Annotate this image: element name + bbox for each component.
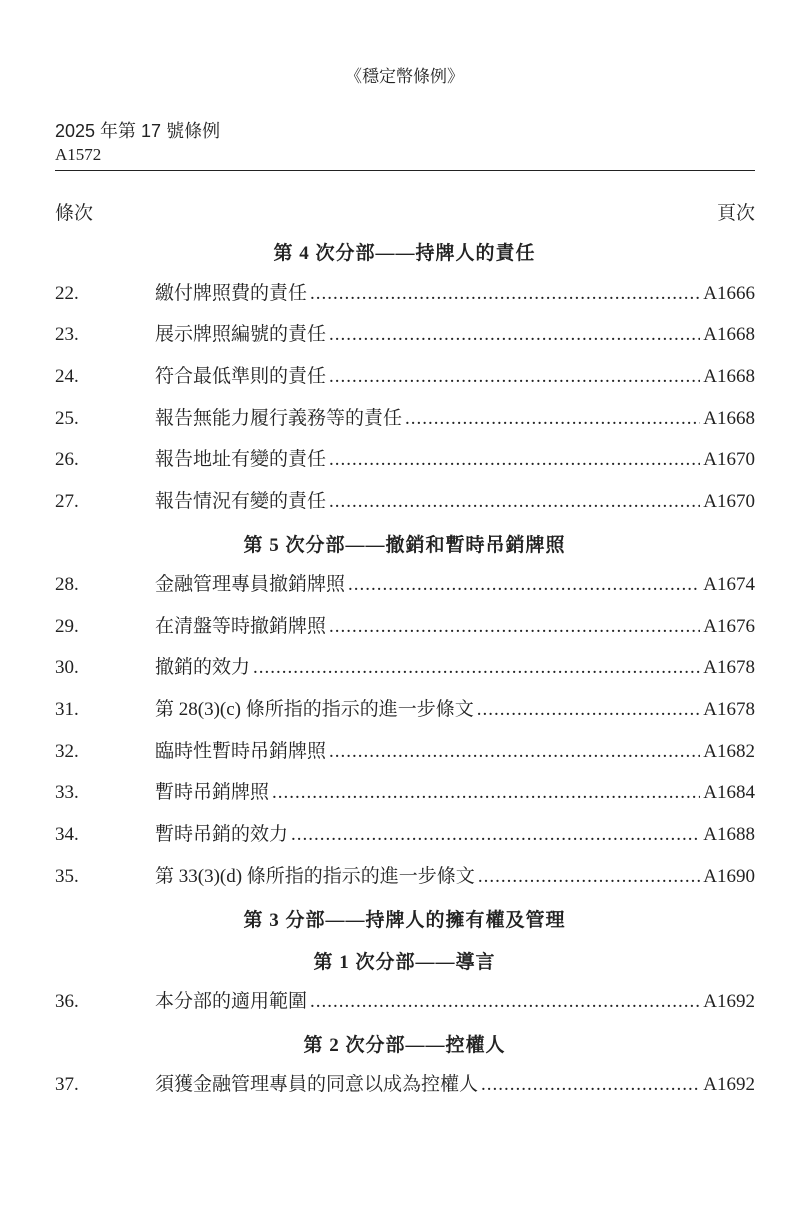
dot-leader [405, 406, 700, 432]
section-page: A1674 [703, 574, 755, 595]
section-title: 第 28(3)(c) 條所指的指示的進一步條文 [155, 699, 474, 720]
section-page: A1678 [703, 657, 755, 678]
section-title: 金融管理專員撤銷牌照 [155, 574, 346, 595]
section-number: 37. [55, 1074, 79, 1095]
section-number: 32. [55, 741, 79, 762]
section-title: 符合最低準則的責任 [155, 366, 327, 387]
section-page: A1670 [703, 449, 755, 470]
section-number: 23. [55, 324, 79, 345]
toc-entry [55, 697, 755, 723]
section-number: 35. [55, 866, 79, 887]
dot-leader [329, 489, 700, 515]
section-number: 33. [55, 782, 79, 803]
toc-entry [55, 572, 755, 598]
toc-entry [55, 489, 755, 515]
dot-leader [329, 322, 700, 348]
section-page: A1666 [703, 283, 755, 304]
section-number: 31. [55, 699, 79, 720]
section-title: 報告無能力履行義務等的責任 [155, 408, 403, 429]
dot-leader [329, 364, 700, 390]
section-number: 22. [55, 283, 79, 304]
page-number: A1572 [55, 145, 102, 164]
toc-entry [55, 739, 755, 765]
section-page: A1682 [703, 741, 755, 762]
dot-leader [253, 655, 700, 681]
section-page: A1668 [703, 324, 755, 345]
toc-entry [55, 989, 755, 1015]
toc-entry [55, 447, 755, 473]
dot-leader [329, 614, 700, 640]
section-number: 25. [55, 408, 79, 429]
dot-leader [291, 822, 700, 848]
subdivision-heading-1: 第 1 次分部——導言 [313, 952, 496, 973]
section-page: A1678 [703, 699, 755, 720]
section-page: A1692 [703, 991, 755, 1012]
section-number: 34. [55, 824, 79, 845]
dot-leader [477, 697, 701, 723]
toc-entry [55, 364, 755, 390]
section-page: A1690 [703, 866, 755, 887]
section-title: 在清盤等時撤銷牌照 [155, 616, 327, 637]
dot-leader [329, 739, 700, 765]
section-title: 暫時吊銷的效力 [155, 824, 289, 845]
toc-entry [55, 864, 755, 890]
dot-leader [310, 281, 700, 307]
toc-entry [55, 780, 755, 806]
section-number: 27. [55, 491, 79, 512]
section-title: 報告地址有變的責任 [155, 449, 327, 470]
column-header-section: 條次 [55, 203, 94, 224]
section-title: 展示牌照編號的責任 [155, 324, 327, 345]
section-title: 須獲金融管理專員的同意以成為控權人 [155, 1074, 479, 1095]
toc-entry [55, 406, 755, 432]
toc-entry [55, 281, 755, 307]
section-title: 本分部的適用範圍 [155, 991, 308, 1012]
toc-entry [55, 655, 755, 681]
section-page: A1684 [703, 782, 755, 803]
section-page: A1676 [703, 616, 755, 637]
section-number: 29. [55, 616, 79, 637]
section-page: A1670 [703, 491, 755, 512]
dot-leader [310, 989, 700, 1015]
dot-leader [348, 572, 700, 598]
dot-leader [481, 1072, 700, 1098]
column-header-page: 頁次 [716, 203, 755, 224]
section-page: A1668 [703, 408, 755, 429]
toc-entry [55, 822, 755, 848]
subdivision-heading-2: 第 2 次分部——控權人 [303, 1035, 506, 1056]
toc-entry [55, 322, 755, 348]
running-title: 《穩定幣條例》 [345, 67, 464, 86]
toc-entry [55, 1072, 755, 1098]
header-rule [55, 170, 755, 171]
section-title: 繳付牌照費的責任 [155, 283, 308, 304]
ordinance-number: 2025 年第 17 號條例 [55, 121, 221, 141]
section-number: 28. [55, 574, 79, 595]
section-number: 24. [55, 366, 79, 387]
section-title: 暫時吊銷牌照 [155, 782, 270, 803]
division-heading-3: 第 3 分部——持牌人的擁有權及管理 [243, 910, 566, 931]
section-page: A1692 [703, 1074, 755, 1095]
dot-leader [272, 780, 700, 806]
section-title: 第 33(3)(d) 條所指的指示的進一步條文 [155, 866, 475, 887]
dot-leader [329, 447, 700, 473]
section-page: A1688 [703, 824, 755, 845]
section-page: A1668 [703, 366, 755, 387]
section-title: 報告情況有變的責任 [155, 491, 327, 512]
section-number: 36. [55, 991, 79, 1012]
section-number: 26. [55, 449, 79, 470]
section-number: 30. [55, 657, 79, 678]
toc-entry [55, 614, 755, 640]
section-title: 撤銷的效力 [155, 657, 251, 678]
subdivision-heading-5: 第 5 次分部——撤銷和暫時吊銷牌照 [243, 535, 566, 556]
section-title: 臨時性暫時吊銷牌照 [155, 741, 327, 762]
subdivision-heading-4: 第 4 次分部——持牌人的責任 [273, 243, 536, 264]
dot-leader [478, 864, 700, 890]
